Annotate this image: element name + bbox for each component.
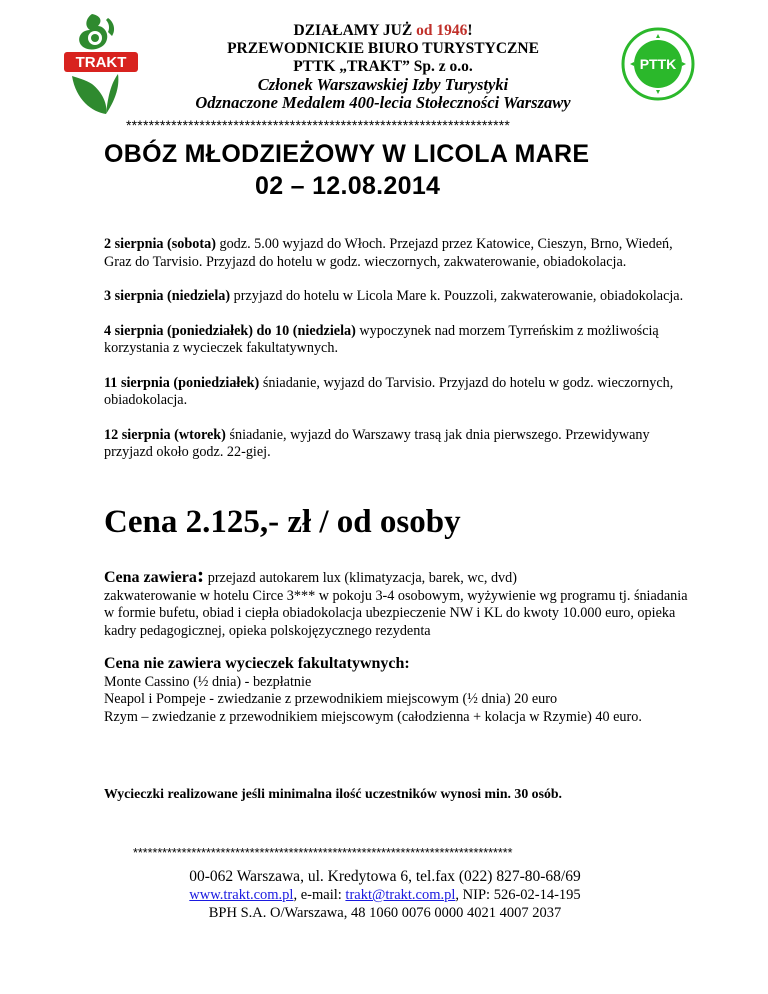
minimum-participants-note: Wycieczki realizowane jeśli minimalna ilość uczestników wynosi min. 30 osób. <box>104 786 562 801</box>
excursion-item: Neapol i Pompeje - zwiedzanie z przewodnikiem miejscowym (½ dnia) 20 euro <box>104 691 558 707</box>
email-link[interactable]: trakt@trakt.com.pl <box>345 887 456 903</box>
header-divider: ******************************************************************** <box>126 117 511 133</box>
header-line-established: DZIAŁAMY JUŻ od 1946! <box>293 22 473 39</box>
itinerary-item: 11 sierpnia (poniedziałek) śniadanie, wyjazd do Tarvisio. Przyjazd do hotelu w godz. wieczornych, obiadokolacja. <box>104 374 674 408</box>
footer-divider: ****************************************************************************** <box>133 846 513 860</box>
itinerary-item: 2 sierpnia (sobota) godz. 5.00 wyjazd do Włoch. Przejazd przez Katowice, Cieszyn, Brno, Wiedeń, Graz do Tarvisio. Przyjazd do hotelu w godz. wieczornych, zakwaterowanie, obiadokolacja. <box>104 236 673 270</box>
footer-links-line: www.trakt.com.pl, e-mail: trakt@trakt.com.pl, NIP: 526-02-14-195 <box>189 887 581 903</box>
title-line-name: OBÓZ MŁODZIEŻOWY W LICOLA MARE <box>104 140 590 168</box>
price-heading: Cena 2.125,- zł / od osoby <box>104 504 461 540</box>
founding-year: od 1946 <box>416 22 468 39</box>
website-link[interactable]: www.trakt.com.pl <box>189 887 294 903</box>
offer-title <box>104 138 589 202</box>
itinerary-item: 4 sierpnia (poniedziałek) do 10 (niedziela) wypoczynek nad morzem Tyrreńskim z możliwością korzystania z wycieczek fakultatywnych. <box>104 322 659 356</box>
includes-first-line: przejazd autokarem lux (klimatyzacja, barek, wc, dvd) <box>204 570 517 586</box>
includes-details: zakwaterowanie w hotelu Circe 3*** w pokoju 3-4 osobowym, wyżywienie wg programu tj. śniadania w formie bufetu, obiad i ciepła obiadokolacja ubezpieczenie NW i KL do kwoty 10.000 euro, opieka kadry pedagogicznej, opieka polskojęzycznego rezydenta <box>104 587 688 639</box>
title-line-dates: 02 – 12.08.2014 <box>255 172 441 200</box>
includes-label: Cena zawiera <box>104 569 197 586</box>
pttk-logo-text: PTTK <box>639 56 677 72</box>
excursion-item: Monte Cassino (½ dnia) - bezpłatnie <box>104 673 312 690</box>
itinerary <box>104 236 686 479</box>
footer-address: 00-062 Warszawa, ul. Kredytowa 6, tel.fax (022) 827-80-68/69 <box>189 868 581 885</box>
trakt-logo-text: TRAKT <box>75 54 127 71</box>
excursion-item: Rzym – zwiedzanie z przewodnikiem miejscowym (całodzienna + kolacja w Rzymie) 40 euro. <box>104 708 642 725</box>
header-line-company-type: PRZEWODNICKIE BIURO TURYSTYCZNE <box>227 40 539 57</box>
itinerary-item: 12 sierpnia (wtorek) śniadanie, wyjazd do Warszawy trasą jak dnia pierwszego. Przewidywany przyjazd około godz. 22-giej. <box>104 426 650 460</box>
price-includes: Cena zawiera: przejazd autokarem lux (klimatyzacja, barek, wc, dvd) zakwaterowanie w hotelu Circe 3*** w pokoju 3-4 osobowym, wyżywienie wg programu tj. śniadania w formie bufetu, obiad i ciepła obiadokolacja ubezpieczenie NW i KL do kwoty 10.000 euro, opieka kadry pedagogicznej, opieka polskojęzycznego rezydenta <box>104 562 688 639</box>
header-line-award: Odznaczone Medalem 400-lecia Stołeczności Warszawy <box>195 93 571 112</box>
header-line-company-name: PTTK „TRAKT” Sp. z o.o. <box>293 58 473 75</box>
company-header <box>100 22 666 112</box>
price-excludes <box>104 655 694 726</box>
header-line-membership: Członek Warszawskiej Izby Turystyki <box>257 75 509 94</box>
footer-contact <box>104 868 666 922</box>
excludes-label: Cena nie zawiera wycieczek fakultatywnych: <box>104 655 410 672</box>
footer-bank-account: BPH S.A. O/Warszawa, 48 1060 0076 0000 4021 4007 2037 <box>208 905 562 921</box>
itinerary-item: 3 sierpnia (niedziela) przyjazd do hotelu w Licola Mare k. Pouzzoli, zakwaterowanie, obiadokolacja. <box>104 288 684 304</box>
